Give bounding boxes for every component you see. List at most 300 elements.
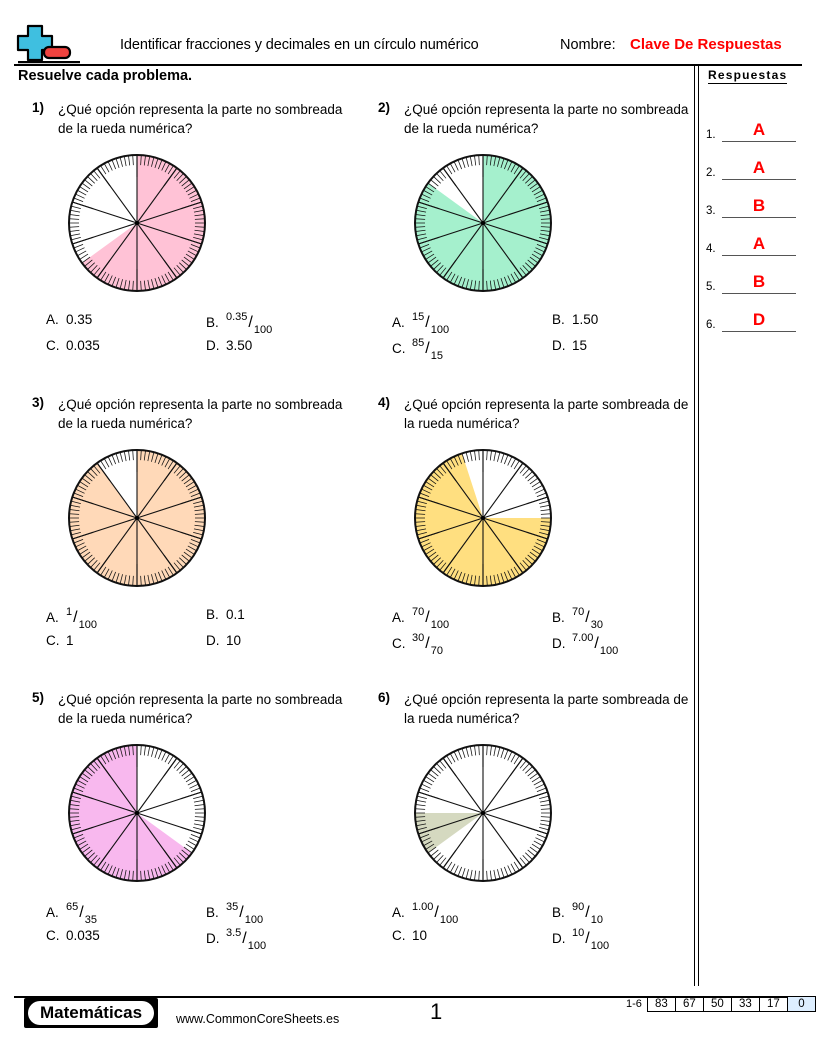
wheel-center-dot: [481, 516, 485, 520]
wheel-container: [408, 443, 558, 598]
answer-number: 1.: [706, 129, 716, 141]
wheel-center-dot: [481, 221, 485, 225]
wheel-minor-tick: [508, 865, 512, 874]
wheel-minor-tick: [494, 746, 496, 756]
wheel-minor-tick: [90, 173, 97, 180]
wheel-minor-tick: [525, 766, 532, 773]
wheel-container: [408, 738, 558, 893]
wheel-minor-tick: [433, 176, 440, 183]
fraction-denominator: 30: [590, 619, 603, 632]
answer-value: A: [752, 120, 766, 139]
choice-fraction: [412, 606, 450, 632]
wheel-minor-tick: [534, 780, 543, 785]
wheel-minor-tick: [504, 750, 508, 759]
choice-option[interactable]: [392, 311, 450, 337]
plus-minus-logo-icon: [14, 22, 82, 66]
wheel-spoke: [483, 758, 523, 813]
choice-fraction: [226, 901, 264, 927]
wheel-minor-tick: [177, 763, 184, 770]
wheel-minor-tick: [541, 509, 551, 510]
fraction-bar: /: [425, 608, 430, 626]
wheel-minor-tick: [520, 466, 526, 474]
choice-label: A.: [46, 904, 59, 920]
fraction-numerator: 7.00: [572, 632, 594, 644]
wheel-minor-tick: [514, 756, 519, 764]
choice-option[interactable]: [206, 927, 267, 953]
wheel-minor-tick: [69, 227, 79, 228]
number-wheel-3: [62, 443, 212, 593]
wheel-minor-tick: [528, 475, 536, 481]
instructions: Resuelve cada problema.: [18, 68, 193, 84]
answer-line: [722, 216, 796, 218]
choice-fraction: [572, 927, 610, 953]
wheel-minor-tick: [539, 827, 549, 829]
score-cells: [647, 996, 816, 1012]
wheel-minor-tick: [148, 746, 150, 756]
answer-value: A: [752, 158, 766, 177]
choice-fraction: [572, 606, 603, 632]
wheel-minor-tick: [494, 870, 496, 880]
wheel-minor-tick: [511, 753, 516, 762]
wheel-minor-tick: [514, 461, 519, 469]
fraction-numerator: 70: [412, 606, 425, 618]
choice-label: D.: [206, 338, 220, 353]
choice-option[interactable]: [552, 927, 610, 953]
choice-value: 15: [572, 338, 588, 353]
fraction-denominator: 100: [247, 940, 267, 953]
wheel-minor-tick: [541, 514, 551, 515]
wheel-minor-tick: [104, 458, 109, 467]
wheel-minor-tick: [75, 248, 84, 252]
fraction-numerator: 35: [226, 901, 239, 913]
wheel-minor-tick: [189, 838, 198, 842]
wheel-minor-tick: [436, 763, 443, 770]
wheel-minor-tick: [525, 853, 532, 860]
wheel-minor-tick: [537, 788, 546, 792]
wheel-minor-tick: [70, 210, 80, 212]
wheel-minor-tick: [108, 161, 112, 170]
wheel-minor-tick: [158, 750, 162, 759]
wheel-center-dot: [481, 811, 485, 815]
wheel-minor-tick: [70, 230, 80, 231]
answer-line: [722, 140, 796, 142]
wheel-minor-tick: [504, 455, 508, 464]
wheel-minor-tick: [120, 452, 122, 462]
problem-number: 5): [32, 690, 45, 705]
wheel-minor-tick: [479, 745, 480, 755]
answers-panel: [694, 66, 806, 986]
wheel-minor-tick: [71, 237, 81, 239]
fraction-bar: /: [425, 339, 430, 357]
wheel-minor-tick: [501, 453, 504, 463]
wheel-minor-tick: [458, 867, 462, 876]
choice-label: B.: [206, 904, 219, 920]
wheel-minor-tick: [462, 868, 465, 878]
wheel-minor-tick: [179, 766, 186, 773]
wheel-minor-tick: [535, 489, 544, 493]
fraction-denominator: 10: [590, 914, 603, 927]
wheel-minor-tick: [474, 451, 475, 461]
wheel-minor-tick: [162, 751, 166, 760]
answer-line: [722, 292, 796, 294]
wheel-center-dot: [135, 516, 139, 520]
wheel-minor-tick: [532, 844, 540, 849]
problem-question: ¿Qué opción representa la parte no sombreada de la rueda numérica?: [58, 102, 343, 136]
choice-option[interactable]: [552, 901, 603, 927]
wheel-minor-tick: [124, 451, 126, 461]
score-cell: 50: [704, 997, 732, 1011]
wheel-minor-tick: [74, 244, 83, 248]
answer-value: B: [752, 196, 766, 215]
wheel-minor-tick: [417, 796, 427, 798]
answer-line: [722, 178, 796, 180]
number-wheel-6: [408, 738, 558, 888]
wheel-minor-tick: [541, 804, 551, 805]
choice-label: C.: [392, 340, 406, 356]
wheel-minor-tick: [501, 748, 504, 758]
answers-title: Respuestas: [708, 68, 788, 82]
fraction-denominator: 100: [244, 914, 264, 927]
fraction-bar: /: [73, 608, 78, 626]
wheel-spoke: [483, 463, 523, 518]
wheel-minor-tick: [450, 163, 455, 172]
wheel-minor-tick: [77, 251, 86, 256]
wheel-minor-tick: [188, 841, 197, 846]
name-value: Clave De Respuestas: [630, 36, 782, 53]
choice-value: 0.035: [66, 338, 100, 353]
wheel-minor-tick: [431, 850, 439, 856]
wheel-minor-tick: [75, 194, 84, 198]
answer-line: [722, 254, 796, 256]
wheel-minor-tick: [490, 451, 491, 461]
problem-number: 2): [378, 100, 391, 115]
wheel-minor-tick: [186, 844, 194, 849]
wheel-minor-tick: [458, 160, 462, 169]
choice-option[interactable]: [552, 606, 603, 632]
choice-label: A.: [392, 609, 405, 625]
choice-option[interactable]: [552, 312, 598, 327]
choice-option[interactable]: [392, 337, 443, 363]
answer-number: 3.: [706, 205, 716, 217]
wheel-minor-tick: [108, 456, 112, 465]
wheel-minor-tick: [165, 753, 170, 762]
choice-value: 0.035: [66, 928, 100, 943]
wheel-minor-tick: [71, 206, 81, 208]
wheel-minor-tick: [525, 471, 532, 478]
wheel-minor-tick: [501, 868, 504, 878]
fraction-denominator: 35: [84, 914, 97, 927]
wheel-container: [62, 738, 212, 893]
wheel-minor-tick: [415, 809, 425, 810]
wheel-minor-tick: [497, 452, 499, 462]
wheel-minor-tick: [174, 761, 180, 769]
wheel-minor-tick: [440, 171, 446, 179]
wheel-minor-tick: [151, 747, 153, 757]
choice-option[interactable]: [206, 901, 264, 927]
choice-option[interactable]: [206, 607, 245, 622]
site-url: www.CommonCoreSheets.es: [176, 1012, 340, 1026]
wheel-container: [408, 148, 558, 303]
wheel-minor-tick: [133, 155, 134, 165]
answer-value: D: [752, 310, 766, 329]
page-title: Identificar fracciones y decimales en un círculo numérico: [120, 37, 479, 53]
wheel-minor-tick: [87, 176, 94, 183]
wheel-minor-tick: [511, 458, 516, 467]
fraction-denominator: 70: [430, 645, 443, 658]
wheel-minor-tick: [479, 155, 480, 165]
wheel-minor-tick: [535, 838, 544, 842]
choice-option[interactable]: [392, 632, 443, 658]
choice-option[interactable]: [46, 338, 100, 353]
fraction-bar: /: [585, 903, 590, 921]
wheel-minor-tick: [77, 190, 86, 195]
choice-option[interactable]: [552, 632, 619, 658]
wheel-minor-tick: [104, 163, 109, 172]
wheel-minor-tick: [497, 869, 499, 879]
problem-question: ¿Qué opción representa la parte sombreada de la rueda numérica?: [404, 397, 689, 431]
choice-label: A.: [46, 609, 59, 625]
choice-value: 0.35: [66, 312, 93, 327]
wheel-minor-tick: [528, 850, 536, 856]
wheel-minor-tick: [523, 855, 530, 862]
wheel-minor-tick: [195, 820, 205, 821]
choice-fraction: [412, 901, 459, 927]
wheel-minor-tick: [112, 160, 116, 169]
wheel-minor-tick: [194, 824, 204, 826]
wheel-minor-tick: [494, 451, 496, 461]
name-label: Nombre:: [560, 37, 616, 53]
answer-number: 4.: [706, 243, 716, 255]
wheel-minor-tick: [534, 485, 543, 490]
wheel-minor-tick: [195, 809, 205, 810]
wheel-minor-tick: [530, 773, 538, 779]
wheel-minor-tick: [194, 800, 204, 802]
fraction-denominator: 100: [430, 324, 450, 337]
fraction-numerator: 0.35: [226, 311, 248, 323]
wheel-minor-tick: [94, 171, 100, 179]
wheel-minor-tick: [532, 777, 540, 782]
choice-label: D.: [206, 633, 220, 648]
wheel-minor-tick: [539, 501, 549, 503]
score-table: [626, 996, 816, 1012]
wheel-minor-tick: [540, 505, 550, 507]
wheel-minor-tick: [191, 788, 200, 792]
wheel-minor-tick: [70, 214, 80, 215]
wheel-minor-tick: [541, 817, 551, 818]
choice-fraction: [572, 632, 619, 658]
wheel-minor-tick: [454, 161, 458, 170]
wheel-minor-tick: [535, 784, 544, 788]
wheel-minor-tick: [116, 453, 119, 463]
fraction-bar: /: [248, 313, 253, 331]
wheel-minor-tick: [195, 804, 205, 805]
choice-option[interactable]: [46, 606, 97, 632]
fraction-numerator: 3.5: [226, 927, 242, 939]
wheel-minor-tick: [195, 817, 205, 818]
wheel-minor-tick: [80, 254, 88, 259]
choice-option[interactable]: [206, 338, 252, 353]
choice-option[interactable]: [46, 312, 92, 327]
fraction-bar: /: [239, 903, 244, 921]
wheel-minor-tick: [466, 157, 468, 167]
choice-option[interactable]: [392, 606, 450, 632]
wheel-minor-tick: [433, 766, 440, 773]
fraction-bar: /: [434, 903, 439, 921]
choice-option[interactable]: [206, 633, 241, 648]
wheel-minor-tick: [479, 871, 480, 881]
fraction-numerator: 70: [572, 606, 585, 618]
wheel-minor-tick: [141, 745, 142, 755]
choice-value: 3.50: [226, 338, 253, 353]
wheel-minor-tick: [466, 869, 468, 879]
choice-value: 1: [66, 633, 74, 648]
wheel-minor-tick: [514, 862, 519, 870]
wheel-minor-tick: [520, 761, 526, 769]
score-cell: 67: [676, 997, 704, 1011]
wheel-minor-tick: [462, 158, 465, 168]
header: [14, 22, 802, 66]
wheel-minor-tick: [454, 865, 458, 874]
answer-value: A: [752, 234, 766, 253]
wheel-minor-tick: [447, 756, 452, 764]
wheel-minor-tick: [497, 747, 499, 757]
wheel-minor-tick: [539, 796, 549, 798]
choice-label: A.: [46, 312, 59, 327]
choice-fraction: [66, 901, 97, 927]
choice-option[interactable]: [392, 928, 427, 943]
answer-item: [706, 298, 802, 332]
wheel-spoke: [137, 792, 202, 813]
choice-option[interactable]: [46, 901, 97, 927]
fraction-denominator: 100: [253, 324, 273, 337]
wheel-spoke: [418, 792, 483, 813]
wheel-minor-tick: [520, 858, 526, 866]
fraction-numerator: 1: [66, 606, 73, 618]
choice-label: D.: [206, 930, 220, 946]
fraction-bar: /: [425, 634, 430, 652]
wheel-minor-tick: [70, 234, 80, 236]
wheel-minor-tick: [193, 796, 203, 798]
fraction-numerator: 15: [412, 311, 425, 323]
wheel-container: [62, 443, 212, 598]
wheel-minor-tick: [541, 820, 551, 821]
wheel-minor-tick: [101, 461, 106, 469]
wheel-minor-tick: [436, 855, 443, 862]
answer-item: [706, 260, 802, 294]
fraction-denominator: 100: [590, 940, 610, 953]
choice-label: B.: [552, 904, 565, 920]
answers-divider: [694, 66, 699, 986]
choice-option[interactable]: [206, 311, 273, 337]
fraction-bar: /: [242, 929, 247, 947]
wheel-minor-tick: [474, 871, 475, 881]
choice-label: D.: [552, 338, 566, 353]
wheel-minor-tick: [101, 166, 106, 174]
choice-value: 0.1: [226, 607, 245, 622]
wheel-minor-tick: [540, 800, 550, 802]
fraction-denominator: 100: [599, 645, 619, 658]
choice-fraction: [226, 927, 267, 953]
choice-label: C.: [392, 635, 406, 651]
wheel-container: [62, 148, 212, 303]
choice-label: D.: [552, 635, 566, 651]
answer-number: 6.: [706, 319, 716, 331]
problem-number: 1): [32, 100, 45, 115]
wheel-minor-tick: [541, 809, 551, 810]
choice-option[interactable]: [46, 633, 74, 648]
choice-option[interactable]: [392, 901, 459, 927]
problem-question: ¿Qué opción representa la parte no sombreada de la rueda numérica?: [58, 692, 343, 726]
wheel-minor-tick: [428, 773, 436, 779]
wheel-minor-tick: [182, 770, 190, 776]
choice-fraction: [572, 901, 603, 927]
wheel-minor-tick: [189, 784, 198, 788]
wheel-minor-tick: [436, 173, 443, 180]
wheel-center-dot: [135, 811, 139, 815]
choice-fraction: [412, 311, 450, 337]
wheel-minor-tick: [537, 493, 546, 497]
wheel-minor-tick: [537, 834, 546, 838]
page-number: 1: [430, 999, 443, 1024]
answer-item: [706, 222, 802, 256]
wheel-minor-tick: [528, 770, 536, 776]
wheel-minor-tick: [470, 156, 472, 166]
wheel-minor-tick: [454, 751, 458, 760]
choice-label: A.: [392, 904, 405, 920]
fraction-denominator: 100: [439, 914, 459, 927]
wheel-minor-tick: [447, 166, 452, 174]
wheel-minor-tick: [470, 451, 472, 461]
fraction-numerator: 30: [412, 632, 425, 644]
wheel-minor-tick: [193, 827, 203, 829]
wheel-minor-tick: [120, 157, 122, 167]
answer-number: 2.: [706, 167, 716, 179]
wheel-minor-tick: [530, 478, 538, 484]
fraction-bar: /: [585, 608, 590, 626]
choice-value: 1.50: [572, 312, 599, 327]
choice-fraction: [412, 337, 443, 363]
wheel-minor-tick: [458, 750, 462, 759]
score-cell: 0: [788, 997, 815, 1011]
problem-number: 6): [378, 690, 391, 705]
wheel-minor-tick: [82, 183, 90, 189]
wheel-minor-tick: [447, 862, 452, 870]
choice-label: C.: [46, 633, 60, 648]
wheel-center-dot: [135, 221, 139, 225]
fraction-denominator: 100: [430, 619, 450, 632]
choice-label: B.: [206, 607, 219, 622]
wheel-minor-tick: [74, 198, 83, 202]
wheel-minor-tick: [462, 748, 465, 758]
choice-value: 10: [226, 633, 242, 648]
fraction-bar: /: [425, 313, 430, 331]
wheel-minor-tick: [470, 870, 472, 880]
problem-question: ¿Qué opción representa la parte sombreada de la rueda numérica?: [404, 692, 689, 726]
wheel-minor-tick: [431, 770, 439, 776]
number-wheel-4: [408, 443, 558, 593]
wheel-minor-tick: [191, 834, 200, 838]
choice-label: C.: [46, 338, 60, 353]
fraction-bar: /: [585, 929, 590, 947]
wheel-spoke: [443, 758, 483, 813]
number-wheel-2: [408, 148, 558, 298]
wheel-minor-tick: [421, 784, 430, 788]
choice-option[interactable]: [46, 928, 100, 943]
fraction-numerator: 90: [572, 901, 585, 913]
choice-label: C.: [392, 928, 406, 943]
choice-option[interactable]: [552, 338, 587, 353]
answer-item: [706, 108, 802, 142]
